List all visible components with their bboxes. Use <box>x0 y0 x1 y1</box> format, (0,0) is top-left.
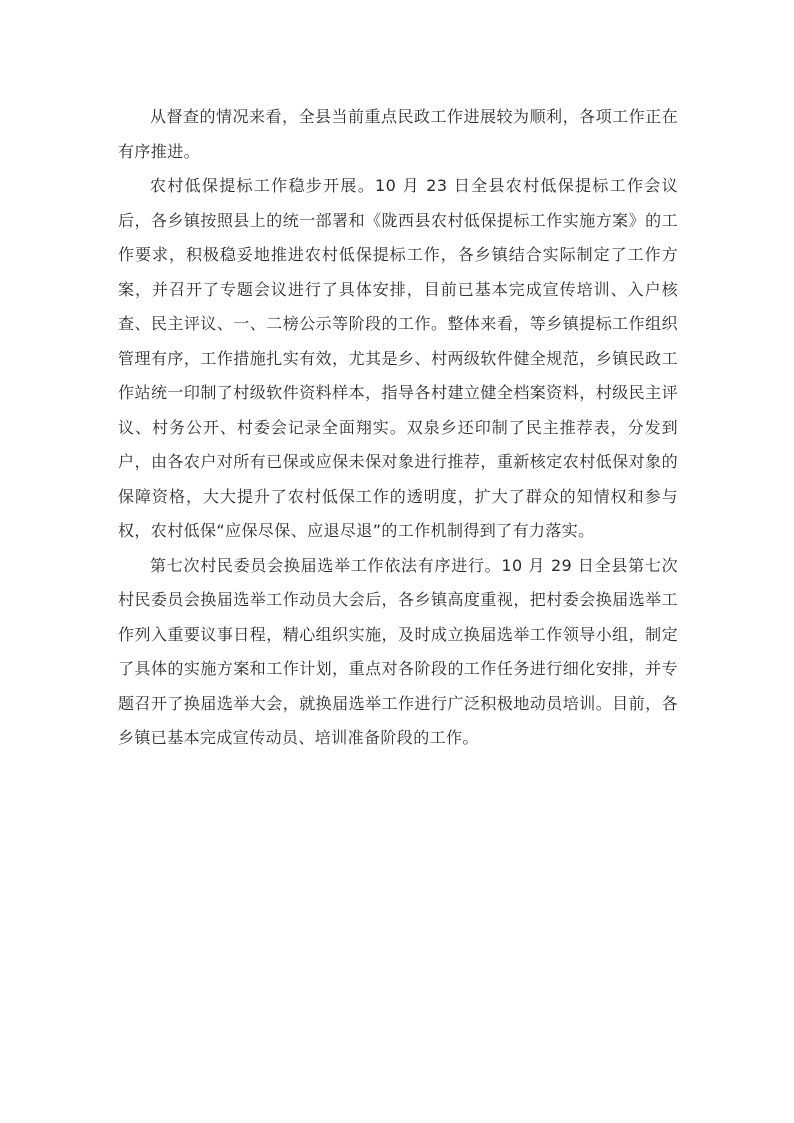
paragraph-overview: 从督查的情况来看，全县当前重点民政工作进展较为顺利，各项工作正在有序推进。 <box>118 107 678 161</box>
paragraph-rural-subsistence: 农村低保提标工作稳步开展。10 月 23 日全县农村低保提标工作会议后，各乡镇按照县上的统一部署和《陇西县农村低保提标工作实施方案》的工作要求，积极稳妥地推进农村低保提标工作，各乡镇结合实际制定了工作方案，并召开了专题会议进行了具体安排，目前已基本完成宣传培训、入户核查、民主评议、一、二榜公示等阶段的工作。整体来看，等乡镇提标工作组织管理有序，工作措施扎实有效，尤其是乡、村两级软件健全规范，乡镇民政工作站统一印制了村级软件资料样本，指导各村建立健全档案资料，村级民主评议、村务公开、村委会记录全面翔实。双泉乡还印制了民主推荐表，分发到户，由各农户对所有已保或应保未保对象进行推荐，重新核定农村低保对象的保障资格，大大提升了农村低保工作的透明度，扩大了群众的知情权和参与权，农村低保“应保尽保、应退尽退”的工作机制得到了有力落实。 <box>118 176 678 540</box>
paragraph-village-election: 第七次村民委员会换届选举工作依法有序进行。10 月 29 日全县第七次村民委员会换届选举工作动员大会后，各乡镇高度重视，把村委会换届选举工作列入重要议事日程，精心组织实施，及时成立换届选举工作领导小组，制定了具体的实施方案和工作计划，重点对各阶段的工作任务进行细化安排，并专题召开了换届选举大会，就换届选举工作进行广泛积极地动员培训。目前，各乡镇已基本完成宣传动员、培训准备阶段的工作。 <box>118 555 678 747</box>
document-body <box>118 100 678 756</box>
